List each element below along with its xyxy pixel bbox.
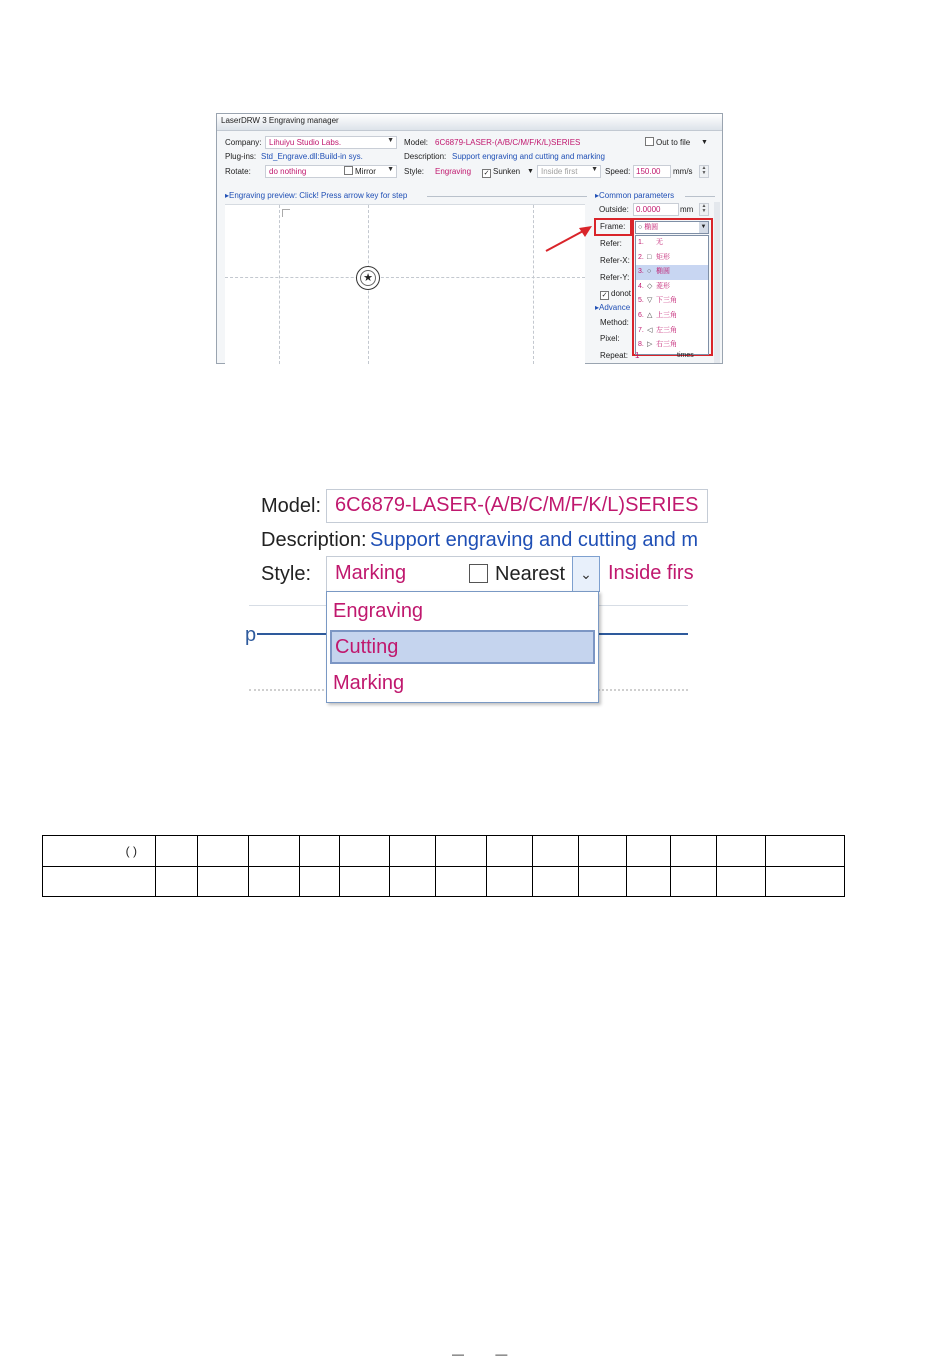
frame-shape-icon: △ — [647, 311, 653, 319]
outside-label: Outside: — [599, 205, 629, 214]
frame-combo[interactable] — [635, 221, 709, 234]
inside-first-value[interactable]: Inside firs — [608, 562, 694, 584]
checkbox-icon — [344, 166, 353, 175]
table-cell — [717, 867, 766, 897]
style-value[interactable]: Engraving — [435, 167, 472, 176]
description-label: Description: — [261, 529, 367, 551]
check-icon: ✓ — [601, 292, 608, 299]
refer-label: Refer: — [600, 239, 622, 248]
table-cell — [627, 867, 671, 897]
frame-option-label: 下三角 — [656, 297, 677, 305]
frame-option-label: 右三角 — [656, 341, 677, 349]
table-cell — [487, 867, 533, 897]
table-cell: ( ) — [43, 836, 156, 867]
speed-unit: mm/s — [673, 167, 693, 176]
outside-input[interactable] — [633, 203, 679, 216]
frame-option-label: 左三角 — [656, 326, 677, 334]
guide-line — [225, 277, 585, 278]
frame-option[interactable] — [636, 324, 708, 339]
table-row — [43, 867, 845, 897]
rotate-value: do nothing — [269, 167, 307, 176]
ellipse-icon: ○ — [638, 224, 645, 231]
chevron-down-icon[interactable]: ⌄ — [572, 556, 600, 592]
frame-shape-icon: ◇ — [647, 282, 653, 290]
table-cell — [340, 867, 390, 897]
out-to-file-checkbox[interactable] — [645, 137, 690, 148]
table-cell — [717, 836, 766, 867]
table-cell — [198, 836, 249, 867]
advanced-label: Advance — [599, 303, 631, 312]
style-label: Style: — [261, 563, 312, 585]
model-label: Model: — [404, 138, 429, 147]
common-header-text: Common parameters — [599, 191, 675, 200]
donot-label: donot — [611, 289, 632, 298]
frame-label: Frame: — [600, 222, 626, 231]
donot-checkbox[interactable] — [600, 288, 631, 300]
frame-shape-icon: □ — [647, 253, 652, 261]
frame-option[interactable] — [636, 309, 708, 324]
style-value: Marking — [335, 562, 407, 584]
window-title: LaserDRW 3 Engraving manager — [217, 114, 722, 131]
table-cell — [300, 867, 340, 897]
table-cell — [487, 836, 533, 867]
refer-y-label: Refer-Y: — [600, 273, 630, 282]
frame-option[interactable] — [636, 280, 708, 295]
table-cell — [340, 836, 390, 867]
mirror-label: Mirror — [355, 167, 376, 176]
table-cell — [436, 836, 487, 867]
table-cell — [533, 836, 579, 867]
frame-value — [638, 222, 658, 233]
frame-option-label: 无 — [656, 239, 663, 246]
frame-option[interactable] — [636, 294, 708, 309]
model-label: Model: — [261, 495, 322, 517]
frame-option-number: 3. — [638, 268, 644, 276]
frame-shape-icon: ○ — [647, 268, 652, 276]
description-label: Description: — [404, 152, 447, 161]
table-cell — [156, 836, 198, 867]
frame-option[interactable] — [636, 338, 708, 353]
chevron-down-icon: ▼ — [591, 166, 598, 173]
table-row — [43, 836, 845, 867]
outside-unit: mm — [680, 205, 694, 214]
red-arrow-icon — [543, 222, 593, 254]
rotate-label: Rotate: — [225, 167, 251, 176]
frame-shape-icon: ▽ — [647, 297, 653, 305]
frame-option-number: 8. — [638, 341, 644, 349]
frame-shape-icon: ◁ — [647, 326, 653, 334]
common-header: ▸Common parameters — [595, 191, 675, 200]
description-value: Support engraving and cutting and marking — [452, 152, 605, 161]
preview-header: ▸Engraving preview: Click! Press arrow key for step — [225, 191, 408, 200]
style-dropdown-screenshot — [245, 487, 699, 707]
table-cell — [766, 867, 845, 897]
frame-option-label: 椭圆 — [656, 268, 670, 276]
company-label: Company: — [225, 138, 262, 147]
repeat-value[interactable]: 1 — [635, 351, 640, 360]
table-cell — [579, 836, 627, 867]
company-value: Lihuiyu Studio Labs. — [269, 138, 342, 147]
frame-option-number: 7. — [638, 326, 644, 334]
guide-line — [279, 205, 280, 364]
table-cell — [156, 867, 198, 897]
chevron-down-icon[interactable]: ▼ — [699, 222, 708, 233]
sunken-checkbox[interactable] — [482, 166, 520, 178]
outside-value: 0.0000 — [636, 205, 661, 214]
nearest-label: Nearest — [495, 563, 566, 585]
table-cell — [671, 836, 717, 867]
advanced-header[interactable]: ▸Advance — [595, 303, 631, 312]
frame-option-label: 矩形 — [656, 253, 670, 261]
table-cell — [671, 867, 717, 897]
table-cell — [249, 836, 300, 867]
divider — [685, 196, 715, 197]
frame-option-number: 6. — [638, 311, 644, 319]
table-cell — [579, 867, 627, 897]
style-option-cutting[interactable]: Cutting — [330, 630, 595, 664]
frame-dropdown-list[interactable] — [635, 235, 709, 355]
pixel-label: Pixel: — [600, 334, 620, 343]
table-cell — [627, 836, 671, 867]
page-footer-marks: — — — [452, 1347, 522, 1361]
chevron-down-icon: ▼ — [387, 137, 394, 144]
frame-option-label: 上三角 — [656, 311, 677, 319]
table-cell — [390, 836, 436, 867]
guide-line — [533, 205, 534, 364]
corner-marker-icon — [282, 209, 290, 217]
rotate-combo[interactable] — [265, 165, 397, 178]
frame-option-number: 2. — [638, 253, 644, 261]
sunken-label: Sunken — [493, 167, 521, 176]
frame-option-label: 菱形 — [656, 282, 670, 290]
model-field[interactable] — [326, 489, 708, 523]
frame-option[interactable] — [636, 236, 708, 251]
style-option-marking[interactable]: Marking — [333, 672, 405, 694]
table-cell — [300, 836, 340, 867]
style-chevron-icon[interactable]: ▼ — [527, 168, 534, 175]
style-label: Style: — [404, 167, 425, 176]
checkbox-icon — [645, 137, 654, 146]
frame-option[interactable] — [636, 251, 708, 266]
table-cell — [43, 867, 156, 897]
frame-value-text: 椭圆 — [644, 224, 659, 231]
seal-stamp-icon[interactable]: ★ — [356, 266, 380, 290]
company-combo[interactable] — [265, 136, 397, 149]
table-cell — [533, 867, 579, 897]
table-cell — [766, 836, 845, 867]
nearest-checkbox[interactable] — [469, 564, 488, 583]
refer-x-label: Refer-X: — [600, 256, 630, 265]
blank-grid-table — [42, 835, 845, 897]
inside-first-value: Inside first — [541, 167, 578, 176]
model-value: 6C6879-LASER-(A/B/C/M/F/K/L)SERIES — [335, 494, 699, 516]
preview-header-text: Engraving preview: Click! Press arrow key for step — [229, 191, 408, 200]
chevron-down-icon: ▼ — [387, 166, 394, 173]
table-cell — [390, 867, 436, 897]
section-line — [597, 633, 688, 635]
frame-option-number: 5. — [638, 297, 644, 305]
method-label: Method: — [600, 318, 629, 327]
description-value: Support engraving and cutting and m — [370, 529, 698, 551]
speed-input[interactable] — [633, 165, 671, 178]
engraving-preview-canvas[interactable] — [225, 204, 585, 364]
repeat-label: Repeat: — [600, 351, 629, 360]
frame-shape-icon: ▷ — [647, 341, 653, 349]
mirror-checkbox[interactable] — [344, 166, 376, 177]
scrollbar[interactable] — [714, 202, 720, 363]
plugin-value: Std_Engrave.dll:Build-in sys. — [261, 152, 363, 161]
style-option-engraving[interactable]: Engraving — [333, 600, 424, 622]
frame-option[interactable] — [636, 265, 708, 280]
inside-first-combo[interactable] — [537, 165, 601, 178]
plugin-label: Plug-ins: — [225, 152, 257, 161]
divider — [427, 196, 587, 197]
engraving-manager-window — [216, 113, 723, 364]
left-fragment-text: p — [245, 624, 257, 646]
speed-spin[interactable]: ▲ ▼ — [699, 165, 709, 178]
table-cell — [198, 867, 249, 897]
frame-option-number: 4. — [638, 282, 644, 290]
model-value: 6C6879-LASER-(A/B/C/M/F/K/L)SERIES — [435, 138, 581, 147]
repeat-unit: times — [677, 352, 694, 359]
style-dropdown-list[interactable] — [326, 591, 599, 703]
out-to-file-label: Out to file — [656, 138, 691, 147]
outside-spin[interactable]: ▲ ▼ — [699, 203, 709, 216]
out-to-file-chevron-icon[interactable]: ▼ — [701, 139, 708, 146]
speed-value: 150.00 — [636, 167, 661, 176]
frame-option-number: 1. — [638, 239, 644, 246]
speed-label: Speed: — [605, 167, 631, 176]
table-cell — [436, 867, 487, 897]
section-line — [257, 633, 327, 635]
table-cell — [249, 867, 300, 897]
check-icon: ✓ — [483, 170, 490, 177]
